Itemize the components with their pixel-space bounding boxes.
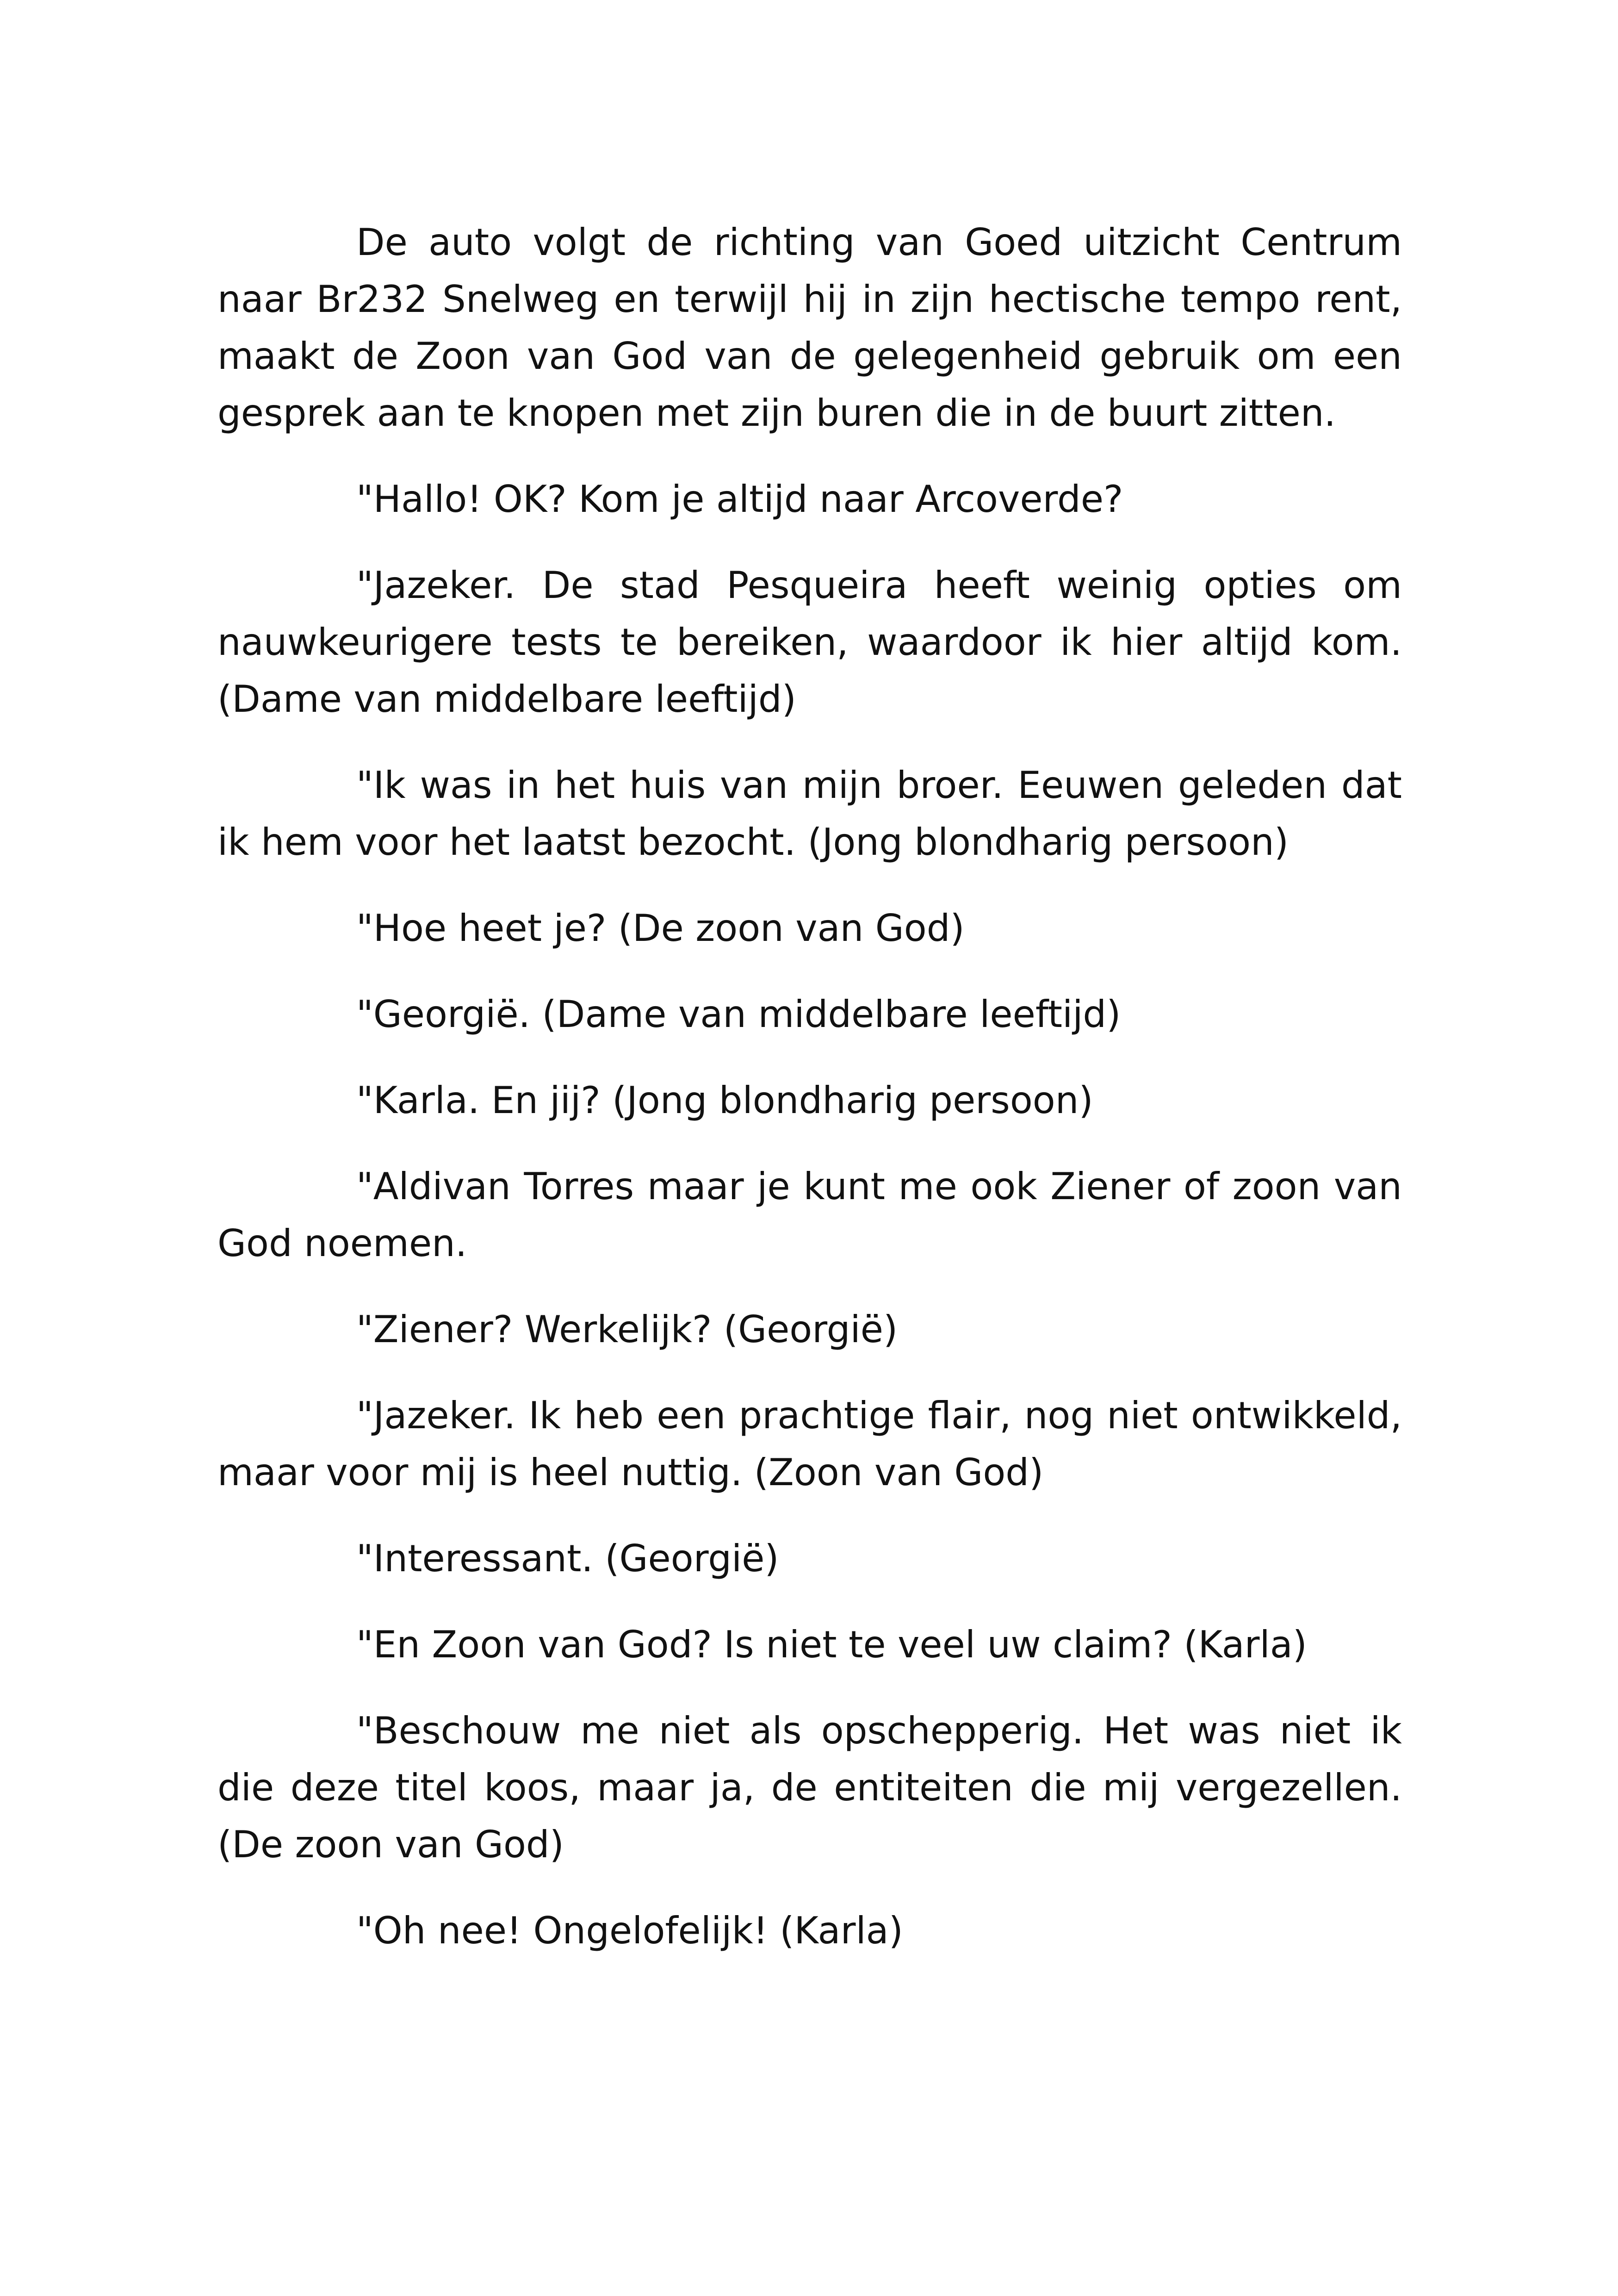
paragraph: De auto volgt de richting van Goed uitzicht Centrum naar Br232 Snelweg en terwijl hij in zijn hectische tempo rent, maakt de Zoon van God van de gelegenheid gebruik om een gesprek aan te knopen met zijn buren die in de buurt zitten. <box>217 221 1402 435</box>
paragraph: "Oh nee! Ongelofelijk! (Karla) <box>356 1909 903 1952</box>
paragraph: "Jazeker. Ik heb een prachtige flair, nog niet ontwikkeld, maar voor mij is heel nuttig. (Zoon van God) <box>217 1394 1402 1494</box>
paragraph: "Hallo! OK? Kom je altijd naar Arcoverde? <box>356 478 1123 521</box>
paragraph: "Beschouw me niet als opschepperig. Het was niet ik die deze titel koos, maar ja, de entiteiten die mij vergezellen. (De zoon van God) <box>217 1709 1402 1866</box>
paragraph: "Georgië. (Dame van middelbare leeftijd) <box>356 993 1121 1036</box>
paragraph: "Hoe heet je? (De zoon van God) <box>356 907 965 950</box>
paragraph: "Jazeker. De stad Pesqueira heeft weinig opties om nauwkeurigere tests te bereiken, waardoor ik hier altijd kom. (Dame van middelbare leeftijd) <box>217 564 1402 721</box>
paragraph: "Aldivan Torres maar je kunt me ook Ziener of zoon van God noemen. <box>217 1165 1402 1265</box>
paragraph: "Ziener? Werkelijk? (Georgië) <box>356 1308 898 1351</box>
paragraph: "Ik was in het huis van mijn broer. Eeuwen geleden dat ik hem voor het laatst bezocht. (Jong blondharig persoon) <box>217 764 1402 864</box>
paragraph: "En Zoon van God? Is niet te veel uw claim? (Karla) <box>356 1623 1307 1666</box>
paragraph: "Interessant. (Georgië) <box>356 1537 779 1580</box>
document-body <box>217 214 1402 1988</box>
paragraph: "Karla. En jij? (Jong blondharig persoon) <box>356 1079 1093 1122</box>
